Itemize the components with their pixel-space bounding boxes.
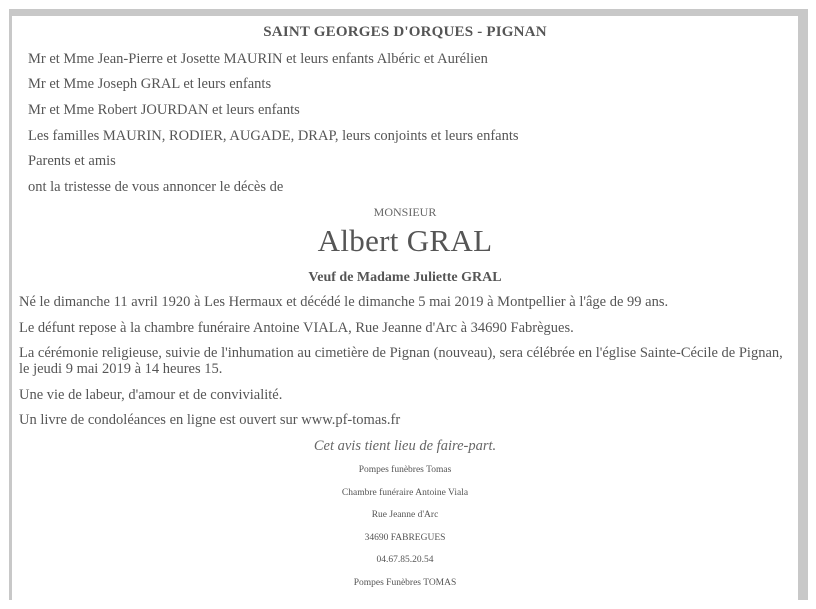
obituary-notice — [12, 16, 798, 600]
ceremony-details: La cérémonie religieuse, suivie de l'inhumation au cimetière de Pignan (nouveau), sera célébrée en l'église Sainte-Cécile de Pignan, le jeudi 9 mai 2019 à 14 heures 15. — [19, 345, 783, 377]
honorific: MONSIEUR — [373, 205, 437, 219]
footer-phone: 04.67.85.20.54 — [376, 555, 434, 565]
rest-location: Le défunt repose à la chambre funéraire Antoine VIALA, Rue Jeanne d'Arc à 34690 Fabrègues. — [19, 320, 574, 336]
family-line: Mr et Mme Robert JOURDAN et leurs enfants — [28, 102, 300, 118]
family-line: Parents et amis — [28, 153, 116, 169]
family-line: Mr et Mme Jean-Pierre et Josette MAURIN et leurs enfants Albéric et Aurélien — [28, 51, 488, 67]
footer-funeral-home: Pompes funèbres Tomas — [358, 465, 452, 475]
tribute-line: Une vie de labeur, d'amour et de convivialité. — [19, 387, 283, 403]
widow-line: Veuf de Madame Juliette GRAL — [308, 270, 502, 285]
footer-street: Rue Jeanne d'Arc — [371, 510, 439, 520]
page-title: SAINT GEORGES D'ORQUES - PIGNAN — [263, 24, 547, 40]
footer-chamber: Chambre funéraire Antoine Viala — [341, 488, 469, 498]
birth-death-details: Né le dimanche 11 avril 1920 à Les Hermaux et décédé le dimanche 5 mai 2019 à Montpellier à l'âge de 99 ans. — [19, 294, 669, 310]
family-line: Les familles MAURIN, RODIER, AUGADE, DRAP, leurs conjoints et leurs enfants — [28, 128, 519, 144]
notice-line: Cet avis tient lieu de faire-part. — [313, 438, 497, 454]
deceased-name: Albert GRAL — [317, 223, 493, 258]
condolence-book-line: Un livre de condoléances en ligne est ouvert sur www.pf-tomas.fr — [19, 412, 401, 428]
family-line: Mr et Mme Joseph GRAL et leurs enfants — [28, 76, 272, 92]
announcement-line: ont la tristesse de vous annoncer le décès de — [28, 179, 284, 195]
footer-city: 34690 FABREGUES — [364, 533, 446, 543]
footer-company: Pompes Funèbres TOMAS — [353, 578, 457, 588]
